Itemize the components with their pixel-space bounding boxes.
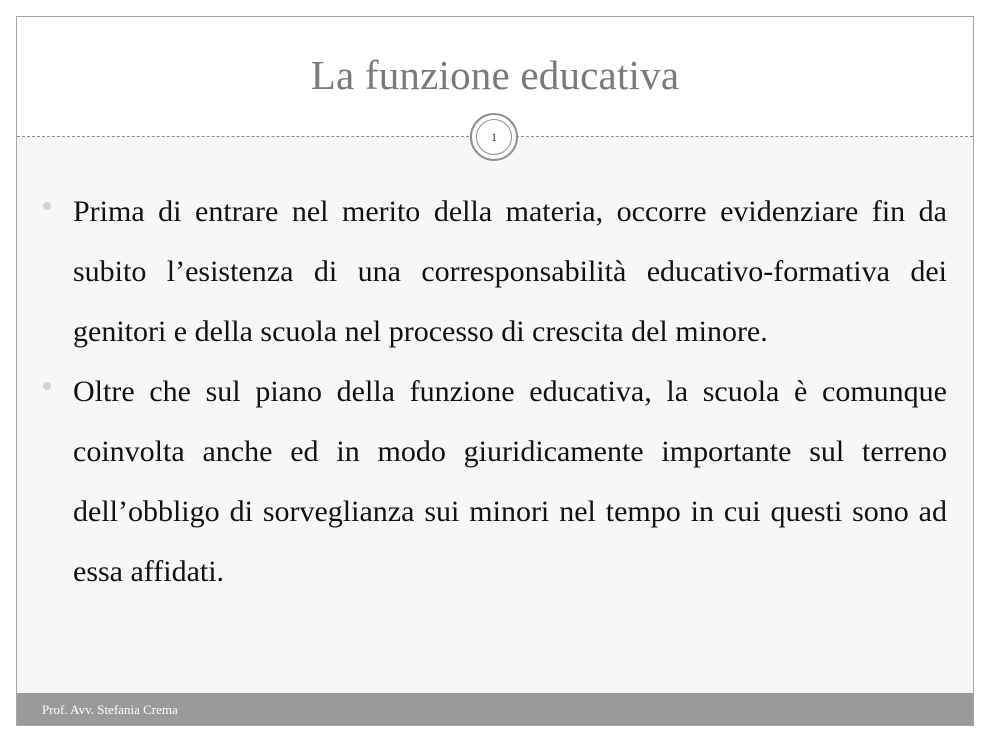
slide-body: [41, 182, 947, 602]
page-number-badge: [470, 113, 518, 161]
page-number: 1: [476, 119, 512, 155]
bullet-item: [41, 362, 947, 602]
footer-author: Prof. Avv. Stefania Crema: [42, 702, 178, 717]
bullet-dot-icon: [43, 202, 51, 210]
bullet-dot-icon: [43, 382, 51, 390]
slide: [16, 16, 974, 726]
slide-title: La funzione educativa: [310, 52, 680, 98]
bullet-item: [41, 182, 947, 362]
bullet-text: Oltre che sul piano della funzione educativa, la scuola è comunque coinvolta anche ed in modo giuridicamente importante sul terreno dell’obbligo di sorveglianza sui minori nel tempo in cui questi sono ad essa affidati.: [73, 375, 947, 588]
footer-bar: [17, 693, 973, 725]
bullet-text: Prima di entrare nel merito della materia, occorre evidenziare fin da subito l’esistenza di una corresponsabilità educativo-formativa dei genitori e della scuola nel processo di crescita del minore.: [73, 195, 947, 348]
